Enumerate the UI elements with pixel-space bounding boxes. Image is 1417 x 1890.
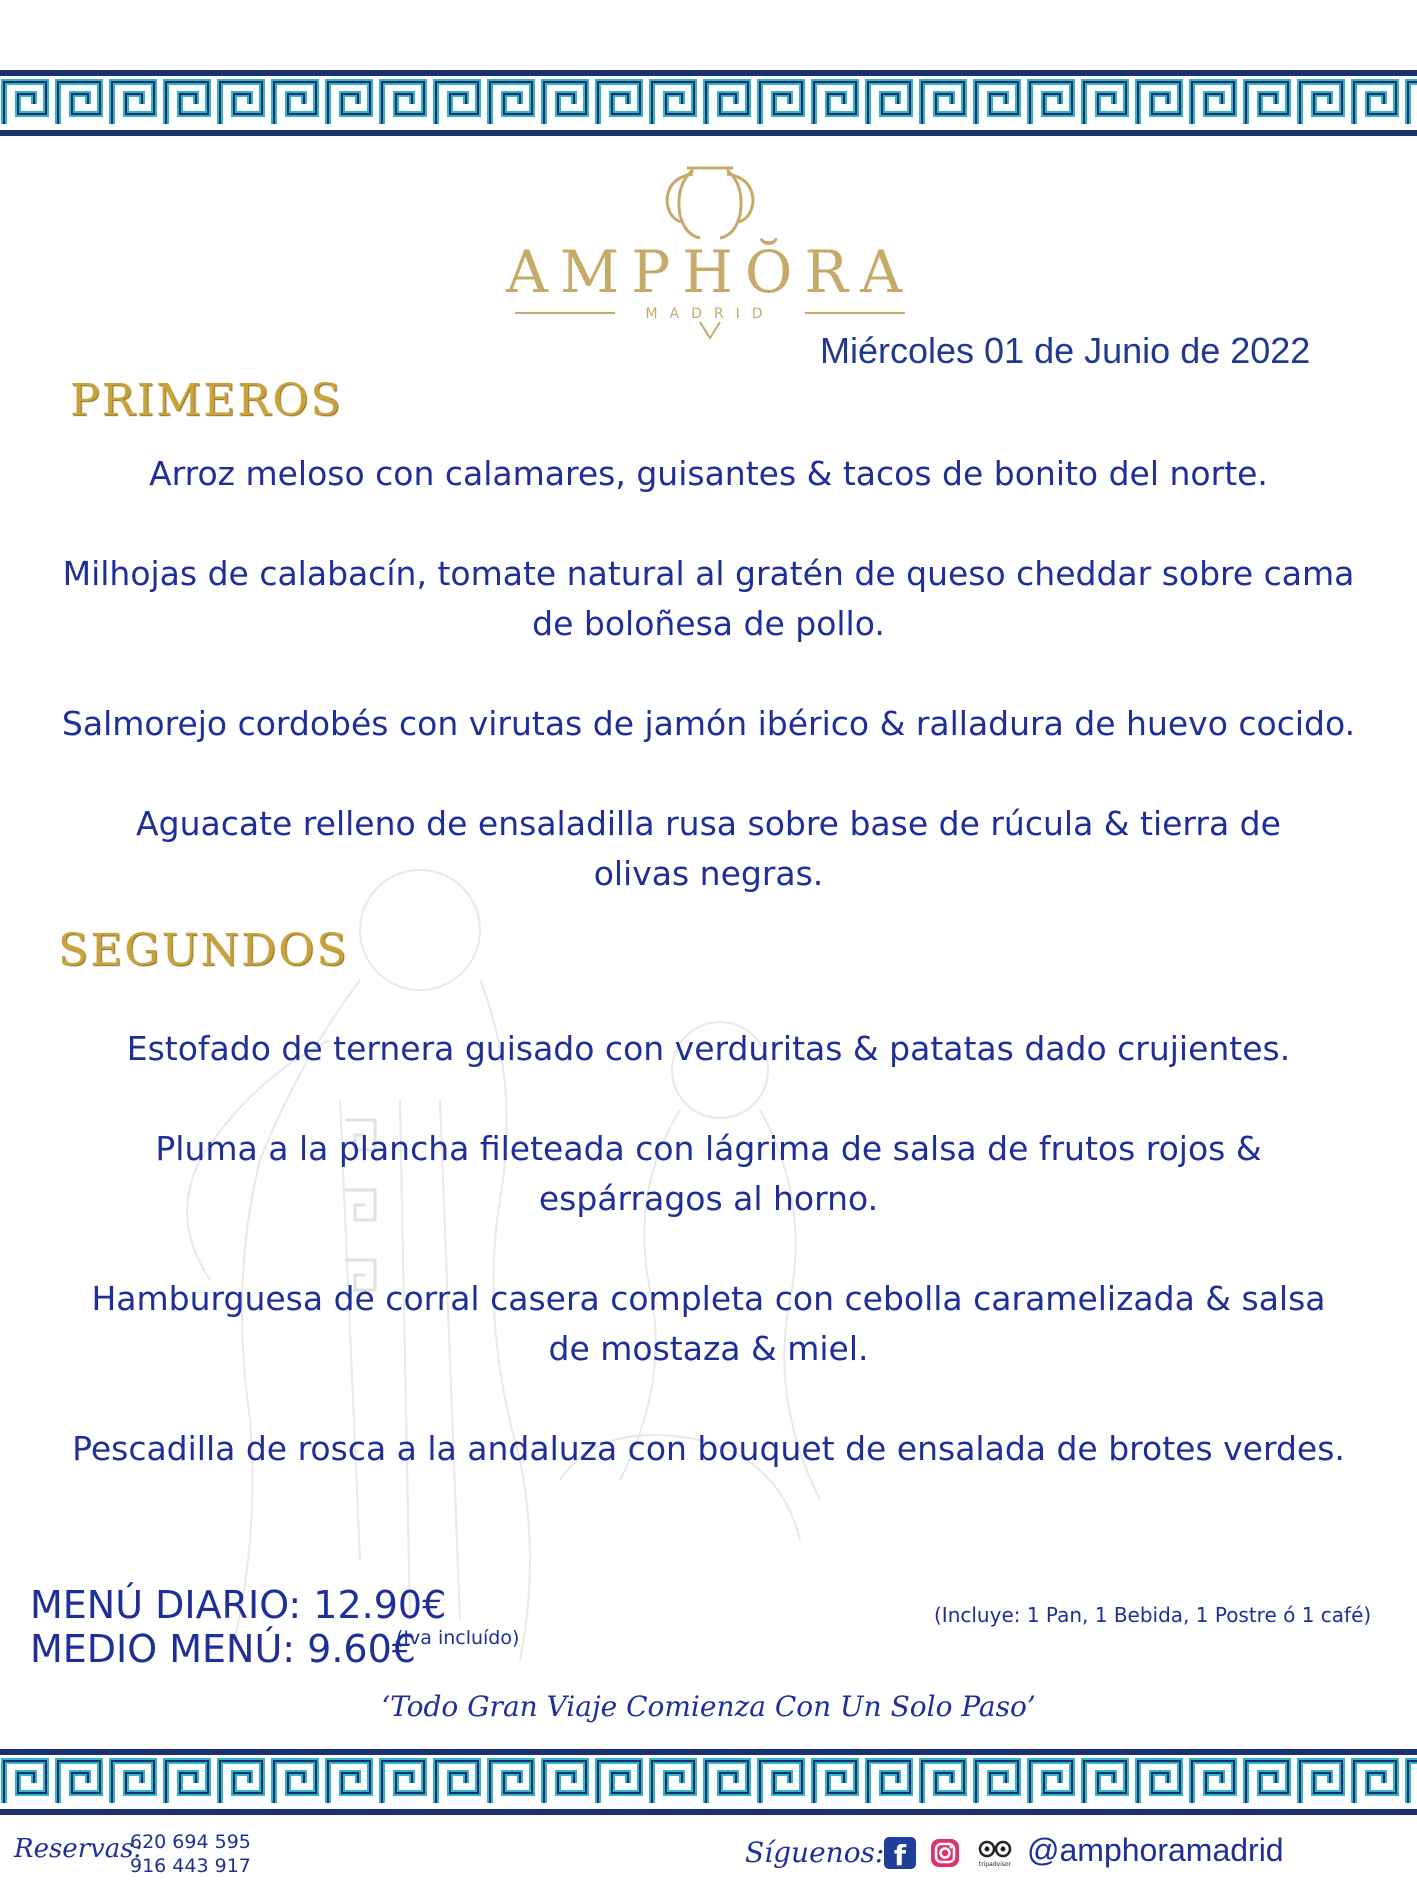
brand-city: MADRID	[645, 306, 775, 322]
greek-key-unit-outline	[1030, 1761, 1072, 1803]
greek-key-unit-outline	[1246, 82, 1288, 124]
greek-key-unit	[1138, 82, 1180, 124]
greek-key-pattern-icon	[0, 68, 1417, 138]
greek-key-unit-outline	[1138, 82, 1180, 124]
greek-key-unit-outline	[274, 82, 316, 124]
greek-key-unit	[868, 1761, 910, 1803]
greek-key-pattern-icon	[0, 1747, 1417, 1817]
greek-key-unit	[220, 1761, 262, 1803]
greek-key-unit-outline	[1192, 1761, 1234, 1803]
dish-item	[30, 1124, 1387, 1224]
greek-key-unit	[166, 82, 208, 124]
greek-key-unit-outline	[814, 1761, 856, 1803]
greek-key-unit	[544, 1761, 586, 1803]
facebook-letter: f	[893, 1839, 907, 1869]
greek-key-unit	[436, 82, 478, 124]
greek-key-unit-outline	[220, 82, 262, 124]
greek-key-unit-outline	[490, 1761, 532, 1803]
greek-key-unit	[1084, 1761, 1126, 1803]
greek-key-unit	[274, 1761, 316, 1803]
dish-line: Aguacate relleno de ensaladilla rusa sobre base de rúcula & tierra de	[136, 804, 1281, 843]
greek-key-unit-outline	[112, 82, 154, 124]
facebook-icon[interactable]	[884, 1837, 916, 1869]
greek-key-border-bottom	[0, 1747, 1417, 1817]
section-title-primeros: PRIMEROS	[70, 375, 343, 426]
dish-line: Salmorejo cordobés con virutas de jamón ibérico & ralladura de huevo cocido.	[61, 704, 1356, 743]
dish-item	[30, 799, 1387, 899]
greek-key-unit-outline	[976, 1761, 1018, 1803]
motto-quote: ‘Todo Gran Viaje Comienza Con Un Solo Paso’	[381, 1690, 1036, 1723]
amphora-logo-icon	[495, 160, 925, 240]
greek-key-unit	[490, 82, 532, 124]
dish-line: Hamburguesa de corral casera completa con cebolla caramelizada & salsa	[91, 1279, 1326, 1318]
phone-number[interactable]: 620 694 595	[130, 1831, 251, 1853]
price-medio-menu: MEDIO MENÚ: 9.60€	[30, 1627, 416, 1671]
greek-key-unit	[1138, 1761, 1180, 1803]
greek-key-unit	[1084, 82, 1126, 124]
greek-key-unit-outline	[58, 82, 100, 124]
phone-number[interactable]: 916 443 917	[130, 1855, 251, 1877]
tripadvisor-label: tripadvisor	[978, 1861, 1012, 1868]
greek-key-unit	[1030, 82, 1072, 124]
greek-key-unit	[1192, 82, 1234, 124]
greek-key-unit	[4, 82, 46, 124]
greek-key-unit	[544, 82, 586, 124]
greek-key-unit-outline	[1300, 82, 1342, 124]
greek-key-unit	[1030, 1761, 1072, 1803]
menu-date: Miércoles 01 de Junio de 2022	[820, 330, 1311, 371]
amphora-logo	[495, 160, 925, 340]
greek-key-unit-outline	[1246, 1761, 1288, 1803]
greek-key-unit-outline	[1192, 82, 1234, 124]
greek-key-unit	[58, 1761, 100, 1803]
greek-key-unit-outline	[220, 1761, 262, 1803]
greek-key-unit-outline	[706, 1761, 748, 1803]
greek-key-unit-outline	[166, 1761, 208, 1803]
dish-line: olivas negras.	[593, 854, 824, 893]
greek-key-unit	[274, 82, 316, 124]
greek-key-unit-outline	[652, 1761, 694, 1803]
greek-key-unit-outline	[922, 1761, 964, 1803]
dish-item	[30, 1274, 1387, 1374]
dish-line: espárragos al horno.	[538, 1179, 879, 1218]
greek-key-unit	[1300, 1761, 1342, 1803]
greek-key-unit	[598, 1761, 640, 1803]
dish-line: de boloñesa de pollo.	[532, 604, 885, 643]
greek-key-unit-outline	[976, 82, 1018, 124]
greek-key-unit	[1246, 1761, 1288, 1803]
greek-key-unit	[1408, 1761, 1417, 1803]
greek-key-unit	[814, 82, 856, 124]
greek-key-border-top	[0, 68, 1417, 138]
instagram-icon[interactable]	[929, 1837, 961, 1869]
dish-line: Estofado de ternera guisado con verduritas & patatas dado crujientes.	[126, 1029, 1291, 1068]
greek-key-unit	[814, 1761, 856, 1803]
greek-key-unit-outline	[382, 82, 424, 124]
greek-key-unit	[1408, 82, 1417, 124]
greek-key-unit	[598, 82, 640, 124]
greek-key-unit-outline	[166, 82, 208, 124]
brand-name: AMPHŎRA	[506, 238, 914, 306]
dish-line: Milhojas de calabacín, tomate natural al gratén de queso cheddar sobre cama	[62, 554, 1355, 593]
dish-item	[30, 699, 1387, 749]
greek-key-unit-outline	[706, 82, 748, 124]
greek-key-unit	[112, 1761, 154, 1803]
dish-item	[30, 549, 1387, 649]
dish-line: Pescadilla de rosca a la andaluza con bouquet de ensalada de brotes verdes.	[72, 1429, 1345, 1468]
greek-key-unit	[652, 1761, 694, 1803]
siguenos-label: Síguenos:	[745, 1836, 885, 1869]
dish-item	[30, 1024, 1387, 1074]
greek-key-unit-outline	[436, 82, 478, 124]
greek-key-unit-outline	[868, 1761, 910, 1803]
greek-key-unit-outline	[1138, 1761, 1180, 1803]
greek-key-unit-outline	[382, 1761, 424, 1803]
includes-note: (Incluye: 1 Pan, 1 Bebida, 1 Postre ó 1 café)	[934, 1603, 1372, 1627]
greek-key-unit	[760, 82, 802, 124]
greek-key-unit	[976, 82, 1018, 124]
price-menu-diario: MENÚ DIARIO: 12.90€	[30, 1583, 447, 1627]
greek-key-unit-outline	[1354, 1761, 1396, 1803]
greek-key-unit-outline	[4, 1761, 46, 1803]
greek-key-unit-outline	[922, 82, 964, 124]
greek-key-unit	[922, 82, 964, 124]
greek-key-unit-outline	[1354, 82, 1396, 124]
tripadvisor-icon[interactable]	[975, 1837, 1015, 1869]
greek-key-unit	[436, 1761, 478, 1803]
greek-key-unit	[652, 82, 694, 124]
dish-line: Arroz meloso con calamares, guisantes & tacos de bonito del norte.	[149, 454, 1268, 493]
greek-key-unit	[490, 1761, 532, 1803]
greek-key-unit	[328, 1761, 370, 1803]
reservas-label: Reservas:	[14, 1834, 143, 1864]
greek-key-unit	[58, 82, 100, 124]
greek-key-unit-outline	[760, 82, 802, 124]
greek-key-unit	[868, 82, 910, 124]
greek-key-unit-outline	[544, 1761, 586, 1803]
greek-key-unit	[112, 82, 154, 124]
greek-key-unit	[220, 82, 262, 124]
greek-key-unit-outline	[598, 1761, 640, 1803]
greek-key-unit-outline	[436, 1761, 478, 1803]
section-title-segundos: SEGUNDOS	[58, 925, 349, 976]
greek-key-unit-outline	[868, 82, 910, 124]
greek-key-unit-outline	[328, 82, 370, 124]
greek-key-unit-outline	[274, 1761, 316, 1803]
social-handle[interactable]: @amphoramadrid	[1027, 1832, 1284, 1868]
greek-key-unit	[706, 82, 748, 124]
greek-key-unit-outline	[112, 1761, 154, 1803]
greek-key-unit	[4, 1761, 46, 1803]
greek-key-unit-outline	[652, 82, 694, 124]
greek-key-unit-outline	[598, 82, 640, 124]
greek-key-unit-outline	[760, 1761, 802, 1803]
greek-key-unit-outline	[1084, 1761, 1126, 1803]
greek-key-unit	[382, 82, 424, 124]
greek-key-unit-outline	[58, 1761, 100, 1803]
greek-key-unit	[166, 1761, 208, 1803]
dish-item	[30, 1424, 1387, 1474]
greek-key-unit-outline	[544, 82, 586, 124]
greek-key-unit	[922, 1761, 964, 1803]
greek-key-unit-outline	[4, 82, 46, 124]
greek-key-unit	[1354, 82, 1396, 124]
greek-figure-watermark-icon	[0, 860, 900, 1680]
greek-key-unit	[1354, 1761, 1396, 1803]
greek-key-unit	[976, 1761, 1018, 1803]
greek-key-unit	[1246, 82, 1288, 124]
dish-line: de mostaza & miel.	[548, 1329, 869, 1368]
greek-key-unit-outline	[1030, 82, 1072, 124]
greek-key-unit	[328, 82, 370, 124]
greek-key-unit-outline	[1300, 1761, 1342, 1803]
greek-key-unit	[382, 1761, 424, 1803]
greek-key-unit	[1300, 82, 1342, 124]
greek-key-unit	[706, 1761, 748, 1803]
greek-key-unit-outline	[814, 82, 856, 124]
iva-note: (Iva incluído)	[396, 1627, 520, 1649]
greek-key-unit-outline	[490, 82, 532, 124]
greek-key-unit	[1192, 1761, 1234, 1803]
dish-line: Pluma a la plancha fileteada con lágrima de salsa de frutos rojos &	[155, 1129, 1262, 1168]
greek-key-unit-outline	[328, 1761, 370, 1803]
dish-item	[30, 449, 1387, 499]
greek-key-unit-outline	[1084, 82, 1126, 124]
greek-key-unit	[760, 1761, 802, 1803]
